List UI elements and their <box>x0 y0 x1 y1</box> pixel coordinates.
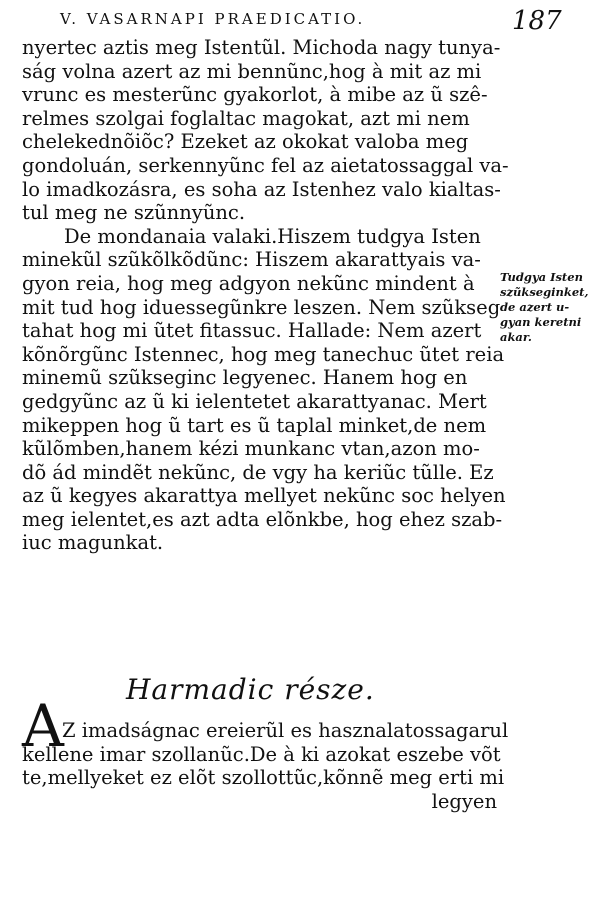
text-line: gondoluán, serkennyũnc fel az aietatossaggal va- <box>22 153 509 177</box>
text-line: mit tud hog iduessegũnkre leszen. Nem szũkseg <box>22 295 501 319</box>
margin-note-line: szũkseginket, <box>500 285 589 299</box>
text-line: ság volna azert az mi bennũnc,hog à mit az mi <box>22 59 482 83</box>
margin-note-line: akar. <box>500 330 532 344</box>
text-line: kellene imar szollanũc.De à ki azokat eszebe võt <box>22 742 501 766</box>
text-line: kũlõmben,hanem kézi munkanc vtan,azon mo- <box>22 437 480 461</box>
margin-note-line: gyan keretni <box>500 315 582 329</box>
margin-note-line: Tudgya Isten <box>500 270 583 284</box>
margin-note-line: de azert u- <box>500 300 570 314</box>
text-line: vrunc es mesterũnc gyakorlot, à mibe az ũ szê- <box>22 83 488 107</box>
text-line: minekũl szũkõlkõdũnc: Hiszem akarattyais va- <box>22 248 481 272</box>
text-line: relmes szolgai foglaltac magokat, azt mi nem <box>22 106 470 130</box>
running-head: V. VASARNAPI PRAEDICATIO. <box>60 10 366 28</box>
text-line: De mondanaia valaki.Hiszem tudgya Isten <box>64 224 481 248</box>
paragraph-1 <box>22 36 509 225</box>
text-line: gyon reia, hog meg adgyon nekũnc mindent à <box>22 271 475 295</box>
text-line: az ũ kegyes akarattya mellyet nekũnc soc helyen <box>22 484 506 508</box>
text-line: minemũ szũkseginc legyenec. Hanem hog en <box>22 366 468 390</box>
text-line: gedgyũnc az ũ ki ielentetet akarattyanac. Mert <box>22 389 487 413</box>
text-line: lo imadkozásra, es soha az Istenhez valo kialtas- <box>22 177 501 201</box>
text-line: mikeppen hog ũ tart es ũ taplal minket,de nem <box>22 413 487 437</box>
main-text-block <box>22 36 509 555</box>
text-line: kõnõrgũnc Istennec, hog meg tanechuc ũtet reia <box>22 342 505 366</box>
text-line: Z imadságnac ereierũl es hasznalatossagarul <box>62 719 509 742</box>
paragraph-2 <box>22 224 506 555</box>
text-line: tul meg ne szũnnyũnc. <box>22 201 246 225</box>
text-line: nyertec aztis meg Istentũl. Michoda nagy tunya- <box>22 36 501 59</box>
text-line: te,mellyeket ez elõt szollottũc,kõnnẽ meg erti mi <box>22 766 505 790</box>
text-line: iuc magunkat. <box>22 531 164 555</box>
text-line: legyen <box>431 789 497 813</box>
margin-note <box>500 270 600 345</box>
drop-cap: A <box>22 692 64 760</box>
text-line: meg ielentet,es azt adta elõnkbe, hog ehez szab- <box>22 507 503 531</box>
text-line: tahat hog mi ũtet fitassuc. Hallade: Nem azert <box>22 319 482 343</box>
section-lines <box>22 719 509 813</box>
section-heading: Harmadic része. <box>126 673 375 706</box>
page-number: 187 <box>512 6 562 36</box>
text-line: chelekednõiõc? Ezeket az okokat valoba meg <box>22 130 469 154</box>
text-line: dõ ád mindẽt nekũnc, de vgy ha keriũc tũlle. Ez <box>22 460 494 484</box>
